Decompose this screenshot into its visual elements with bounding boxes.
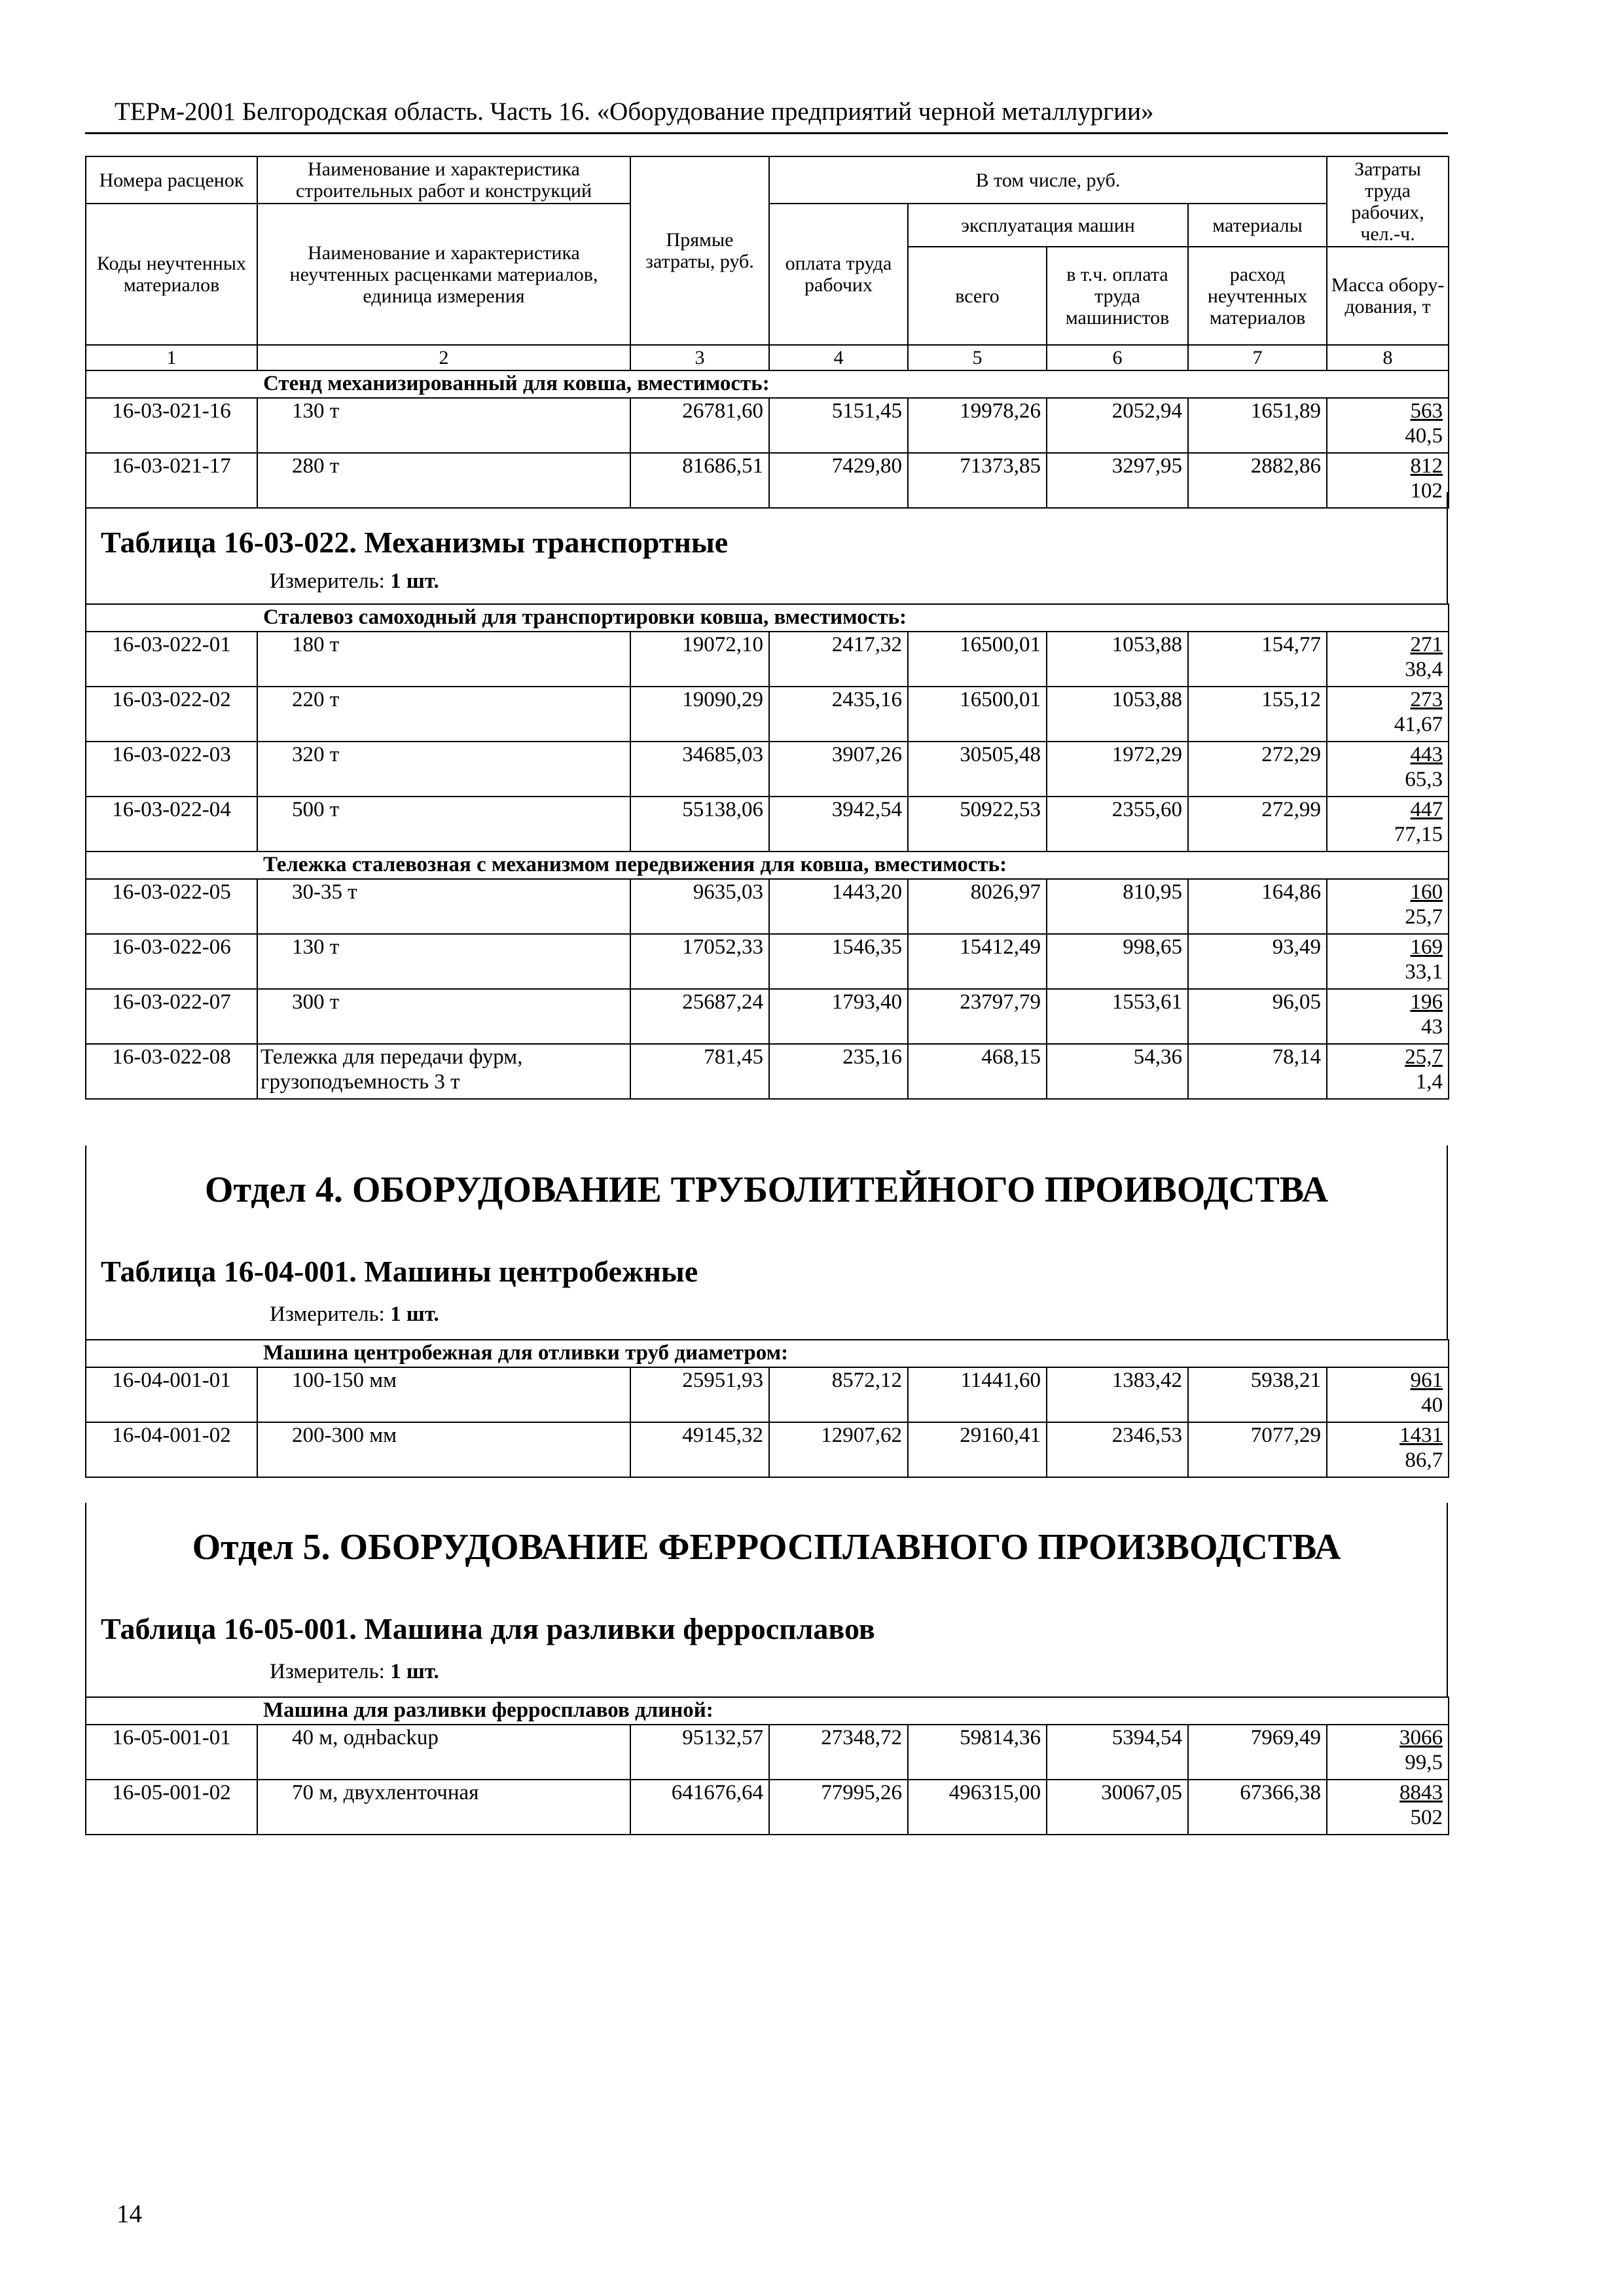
rate-code: 16-03-022-06 bbox=[86, 934, 257, 989]
table-row bbox=[86, 879, 1449, 934]
machine-cost: 16500,01 bbox=[908, 632, 1047, 687]
col8-top-header: Затраты труда рабочих, чел.-ч. bbox=[1327, 156, 1449, 247]
machine-cost: 29160,41 bbox=[908, 1422, 1047, 1477]
materials-cost: 78,14 bbox=[1188, 1044, 1327, 1099]
equipment-mass: 41,67 bbox=[1394, 713, 1443, 736]
labor-cost: 12907,62 bbox=[769, 1422, 908, 1477]
col5-header: всего bbox=[908, 247, 1047, 345]
col-number: 5 bbox=[908, 345, 1047, 370]
machine-cost: 496315,00 bbox=[908, 1780, 1047, 1835]
labor-cost: 1443,20 bbox=[769, 879, 908, 934]
table-04-001 bbox=[85, 1339, 1449, 1478]
running-header: ТЕРм-2001 Белгородская область. Часть 16. «Оборудование предприятий черной металлургии» bbox=[115, 98, 1154, 126]
rate-code: 16-03-021-17 bbox=[86, 453, 257, 508]
rate-code: 16-03-022-05 bbox=[86, 879, 257, 934]
labor-hours: 271 bbox=[1410, 633, 1443, 656]
machine-cost: 23797,79 bbox=[908, 989, 1047, 1044]
table-title: Таблица 16-04-001. Машины центробежные bbox=[101, 1255, 698, 1288]
col-number: 4 bbox=[769, 345, 908, 370]
group-heading: Машина центробежная для отливки труб диаметром: bbox=[86, 1340, 1449, 1367]
equipment-mass: 40 bbox=[1421, 1393, 1443, 1417]
rate-name: 320 т bbox=[257, 742, 630, 797]
rate-code: 16-03-022-03 bbox=[86, 742, 257, 797]
rate-code: 16-03-022-08 bbox=[86, 1044, 257, 1099]
machine-cost: 11441,60 bbox=[908, 1367, 1047, 1422]
table-row bbox=[86, 398, 1449, 453]
meter-line bbox=[270, 1660, 439, 1684]
labor-hours: 447 bbox=[1410, 798, 1443, 821]
equipment-mass: 99,5 bbox=[1405, 1751, 1443, 1774]
col-number: 2 bbox=[257, 345, 630, 370]
labor-hours: 961 bbox=[1410, 1369, 1443, 1392]
labor-hours: 25,7 bbox=[1405, 1045, 1443, 1069]
rate-code: 16-03-022-07 bbox=[86, 989, 257, 1044]
group-heading: Сталевоз самоходный для транспортировки ковша, вместимость: bbox=[86, 604, 1449, 632]
dept5-title-block bbox=[85, 1503, 1448, 1696]
rate-code: 16-04-001-01 bbox=[86, 1367, 257, 1422]
equipment-mass: 38,4 bbox=[1405, 658, 1443, 681]
rate-code: 16-03-022-01 bbox=[86, 632, 257, 687]
rate-name: Тележка для передачи фурм, bbox=[261, 1045, 523, 1069]
group-heading: Тележка сталевозная с механизмом передвижения для ковша, вместимость: bbox=[86, 852, 1449, 879]
table-row bbox=[86, 1044, 1449, 1099]
table-row bbox=[86, 1780, 1449, 1835]
col-number: 3 bbox=[630, 345, 769, 370]
table-row bbox=[86, 797, 1449, 852]
rate-code: 16-05-001-02 bbox=[86, 1780, 257, 1835]
labor-cost: 3907,26 bbox=[769, 742, 908, 797]
materials-cost: 2882,86 bbox=[1188, 453, 1327, 508]
col6-header: в т.ч. оплата труда машинистов bbox=[1047, 247, 1188, 345]
rate-name: 130 т bbox=[257, 398, 630, 453]
materials-cost: 5938,21 bbox=[1188, 1367, 1327, 1422]
operator-cost: 810,95 bbox=[1047, 879, 1188, 934]
direct-cost: 25687,24 bbox=[630, 989, 769, 1044]
meter-value: 1 шт. bbox=[390, 1302, 439, 1326]
labor-hours: 812 bbox=[1410, 454, 1443, 478]
direct-cost: 9635,03 bbox=[630, 879, 769, 934]
rate-code: 16-03-022-02 bbox=[86, 687, 257, 742]
machine-cost: 468,15 bbox=[908, 1044, 1047, 1099]
operator-cost: 1053,88 bbox=[1047, 687, 1188, 742]
col7-header: расход неучтенных материалов bbox=[1188, 247, 1327, 345]
rate-name: 100-150 мм bbox=[257, 1367, 630, 1422]
rate-name: 200-300 мм bbox=[257, 1422, 630, 1477]
labor-hours: 563 bbox=[1410, 399, 1443, 423]
including-header: В том числе, руб. bbox=[769, 156, 1327, 204]
equipment-mass: 65,3 bbox=[1405, 768, 1443, 791]
labor-hours: 8843 bbox=[1399, 1781, 1443, 1804]
table-05-001 bbox=[85, 1696, 1449, 1835]
materials-cost: 154,77 bbox=[1188, 632, 1327, 687]
direct-cost: 19072,10 bbox=[630, 632, 769, 687]
dept-title: Отдел 4. ОБОРУДОВАНИЕ ТРУБОЛИТЕЙНОГО ПРОИВОДСТВА bbox=[204, 1170, 1329, 1210]
operator-cost: 1053,88 bbox=[1047, 632, 1188, 687]
meter-line bbox=[270, 1302, 439, 1327]
table-022 bbox=[85, 603, 1449, 1100]
rate-name: 40 м, однbackup bbox=[257, 1725, 630, 1780]
labor-cost: 235,16 bbox=[769, 1044, 908, 1099]
materials-cost: 1651,89 bbox=[1188, 398, 1327, 453]
operator-cost: 2052,94 bbox=[1047, 398, 1188, 453]
labor-hours: 3066 bbox=[1399, 1726, 1443, 1749]
machine-cost: 15412,49 bbox=[908, 934, 1047, 989]
labor-cost: 5151,45 bbox=[769, 398, 908, 453]
dept4-title-block bbox=[85, 1145, 1448, 1339]
machine-cost: 30505,48 bbox=[908, 742, 1047, 797]
rate-code: 16-05-001-01 bbox=[86, 1725, 257, 1780]
labor-cost: 1546,35 bbox=[769, 934, 908, 989]
materials-cost: 67366,38 bbox=[1188, 1780, 1327, 1835]
direct-cost: 95132,57 bbox=[630, 1725, 769, 1780]
labor-hours: 273 bbox=[1410, 688, 1443, 711]
labor-cost: 27348,72 bbox=[769, 1725, 908, 1780]
equipment-mass: 25,7 bbox=[1405, 905, 1443, 929]
equipment-mass: 33,1 bbox=[1405, 960, 1443, 984]
equipment-mass: 43 bbox=[1421, 1015, 1443, 1039]
meter-value: 1 шт. bbox=[390, 1660, 439, 1683]
col8-bottom-header: Масса обору-дования, т bbox=[1327, 247, 1449, 345]
table-row bbox=[86, 742, 1449, 797]
operator-cost: 3297,95 bbox=[1047, 453, 1188, 508]
operator-cost: 1553,61 bbox=[1047, 989, 1188, 1044]
operator-cost: 998,65 bbox=[1047, 934, 1188, 989]
labor-hours: 169 bbox=[1410, 935, 1443, 959]
labor-hours: 160 bbox=[1410, 880, 1443, 904]
materials-cost: 164,86 bbox=[1188, 879, 1327, 934]
machine-cost: 16500,01 bbox=[908, 687, 1047, 742]
operator-cost: 2355,60 bbox=[1047, 797, 1188, 852]
labor-cost: 77995,26 bbox=[769, 1780, 908, 1835]
rate-name-continued: грузоподъемность 3 т bbox=[261, 1070, 460, 1094]
rate-name: 500 т bbox=[257, 797, 630, 852]
materials-cost: 96,05 bbox=[1188, 989, 1327, 1044]
labor-cost: 3942,54 bbox=[769, 797, 908, 852]
rate-name: 280 т bbox=[257, 453, 630, 508]
direct-cost: 55138,06 bbox=[630, 797, 769, 852]
direct-cost: 17052,33 bbox=[630, 934, 769, 989]
col-number: 7 bbox=[1188, 345, 1327, 370]
labor-hours: 443 bbox=[1410, 743, 1443, 766]
table-row bbox=[86, 934, 1449, 989]
rate-name: 70 м, двухленточная bbox=[257, 1780, 630, 1835]
col1-bottom-header: Коды неучтенных материалов bbox=[86, 204, 257, 345]
rates-table-header bbox=[85, 156, 1449, 509]
machine-cost: 59814,36 bbox=[908, 1725, 1047, 1780]
header-rule bbox=[85, 132, 1448, 134]
col-number: 1 bbox=[86, 345, 257, 370]
equipment-mass: 40,5 bbox=[1405, 424, 1443, 448]
machine-ops-header: эксплуатация машин bbox=[908, 204, 1188, 247]
meter-line bbox=[270, 569, 439, 594]
rate-name: 220 т bbox=[257, 687, 630, 742]
labor-cost: 7429,80 bbox=[769, 453, 908, 508]
rate-name: 30-35 т bbox=[257, 879, 630, 934]
direct-cost: 19090,29 bbox=[630, 687, 769, 742]
materials-cost: 272,99 bbox=[1188, 797, 1327, 852]
rate-code: 16-04-001-02 bbox=[86, 1422, 257, 1477]
meter-label: Измеритель: bbox=[270, 1302, 385, 1326]
col2-bottom-header: Наименование и характеристика неучтенных расценками материалов, единица измерения bbox=[257, 204, 630, 345]
rate-code: 16-03-022-04 bbox=[86, 797, 257, 852]
operator-cost: 54,36 bbox=[1047, 1044, 1188, 1099]
materials-header: материалы bbox=[1188, 204, 1327, 247]
equipment-mass: 502 bbox=[1410, 1806, 1443, 1829]
col4-header: оплата труда рабочих bbox=[769, 204, 908, 345]
table-row bbox=[86, 1725, 1449, 1780]
rate-name: 180 т bbox=[257, 632, 630, 687]
direct-cost: 641676,64 bbox=[630, 1780, 769, 1835]
rate-name: 130 т bbox=[257, 934, 630, 989]
equipment-mass: 77,15 bbox=[1394, 823, 1443, 846]
col2-top-header: Наименование и характеристика строительных работ и конструкций bbox=[257, 156, 630, 204]
machine-cost: 50922,53 bbox=[908, 797, 1047, 852]
table-row bbox=[86, 1422, 1449, 1477]
labor-cost: 2435,16 bbox=[769, 687, 908, 742]
rate-name: 300 т bbox=[257, 989, 630, 1044]
machine-cost: 19978,26 bbox=[908, 398, 1047, 453]
labor-hours: 1431 bbox=[1399, 1424, 1443, 1447]
meter-label: Измеритель: bbox=[270, 569, 385, 593]
col-number: 6 bbox=[1047, 345, 1188, 370]
col3-header: Прямые затраты, руб. bbox=[630, 156, 769, 345]
col-number: 8 bbox=[1327, 345, 1449, 370]
table-row bbox=[86, 1367, 1449, 1422]
direct-cost: 26781,60 bbox=[630, 398, 769, 453]
direct-cost: 49145,32 bbox=[630, 1422, 769, 1477]
meter-value: 1 шт. bbox=[390, 569, 439, 593]
equipment-mass: 1,4 bbox=[1415, 1070, 1443, 1094]
operator-cost: 30067,05 bbox=[1047, 1780, 1188, 1835]
labor-cost: 1793,40 bbox=[769, 989, 908, 1044]
table-title: Таблица 16-05-001. Машина для разливки ферросплавов bbox=[101, 1612, 875, 1645]
table-row bbox=[86, 687, 1449, 742]
labor-cost: 2417,32 bbox=[769, 632, 908, 687]
direct-cost: 81686,51 bbox=[630, 453, 769, 508]
operator-cost: 5394,54 bbox=[1047, 1725, 1188, 1780]
table-row bbox=[86, 632, 1449, 687]
machine-cost: 71373,85 bbox=[908, 453, 1047, 508]
materials-cost: 155,12 bbox=[1188, 687, 1327, 742]
group-heading: Машина для разливки ферросплавов длиной: bbox=[86, 1697, 1449, 1725]
operator-cost: 1972,29 bbox=[1047, 742, 1188, 797]
table-022-title-block bbox=[85, 492, 1448, 603]
dept-title: Отдел 5. ОБОРУДОВАНИЕ ФЕРРОСПЛАВНОГО ПРОИЗВОДСТВА bbox=[192, 1527, 1341, 1568]
materials-cost: 7077,29 bbox=[1188, 1422, 1327, 1477]
table-title: Таблица 16-03-022. Механизмы транспортные bbox=[101, 526, 729, 559]
materials-cost: 93,49 bbox=[1188, 934, 1327, 989]
labor-cost: 8572,12 bbox=[769, 1367, 908, 1422]
equipment-mass: 102 bbox=[1410, 479, 1443, 503]
materials-cost: 7969,49 bbox=[1188, 1725, 1327, 1780]
group-heading: Стенд механизированный для ковша, вместимость: bbox=[86, 370, 1449, 398]
machine-cost: 8026,97 bbox=[908, 879, 1047, 934]
materials-cost: 272,29 bbox=[1188, 742, 1327, 797]
labor-hours: 196 bbox=[1410, 990, 1443, 1014]
equipment-mass: 86,7 bbox=[1405, 1448, 1443, 1472]
page-number: 14 bbox=[117, 2200, 142, 2228]
col1-top-header: Номера расценок bbox=[86, 156, 257, 204]
direct-cost: 34685,03 bbox=[630, 742, 769, 797]
direct-cost: 781,45 bbox=[630, 1044, 769, 1099]
table-row bbox=[86, 989, 1449, 1044]
rate-code: 16-03-021-16 bbox=[86, 398, 257, 453]
direct-cost: 25951,93 bbox=[630, 1367, 769, 1422]
operator-cost: 2346,53 bbox=[1047, 1422, 1188, 1477]
operator-cost: 1383,42 bbox=[1047, 1367, 1188, 1422]
meter-label: Измеритель: bbox=[270, 1660, 385, 1683]
